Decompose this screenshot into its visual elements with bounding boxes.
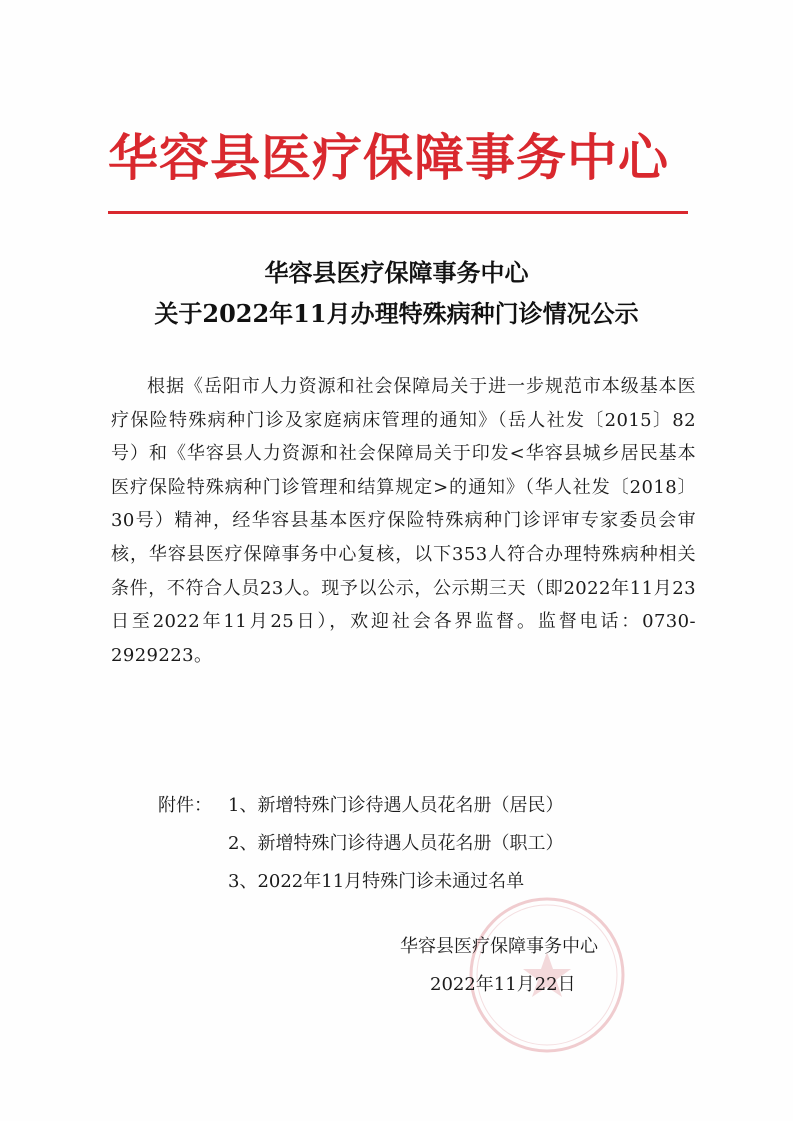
title-line-1: 华容县医疗保障事务中心 bbox=[264, 258, 529, 287]
attachment-item-label: 1、新增特殊门诊待遇人员花名册（居民） bbox=[228, 795, 564, 816]
attachments-list bbox=[158, 787, 678, 901]
notice-body-paragraph: 根据《岳阳市人力资源和社会保障局关于进一步规范市本级基本医疗保险特殊病种门诊及家庭病床管理的通知》（岳人社发〔2015〕82号）和《华容县人力资源和社会保障局关于印发<华容县城乡居民基本医疗保险特殊病种门诊管理和结算规定>的通知》（华人社发〔2018〕30号）精神，经华容县基本医疗保险特殊病种门诊评审专家委员会审核，华容县医疗保障事务中心复核，以下353人符合办理特殊病种相关条件，不符合人员23人。现予以公示，公示期三天（即2022年11月23日至2022年11月25日），欢迎社会各界监督。监督电话：0730-2929223。 bbox=[111, 376, 696, 666]
letterhead-org-name: 华容县医疗保障事务中心 bbox=[108, 128, 669, 187]
signature-org: 华容县医疗保障事务中心 bbox=[400, 936, 598, 957]
signature-date: 2022年11月22日 bbox=[430, 974, 576, 995]
document-title bbox=[60, 252, 733, 334]
letterhead-red-rule bbox=[108, 211, 688, 214]
attachment-item-label: 2、新增特殊门诊待遇人员花名册（职工） bbox=[228, 833, 564, 854]
signature-block bbox=[380, 928, 660, 1004]
attachment-item bbox=[158, 825, 678, 863]
attachment-item bbox=[158, 787, 678, 825]
attachment-item-label: 3、2022年11月特殊门诊未通过名单 bbox=[228, 871, 525, 892]
title-line-2: 关于2022年11月办理特殊病种门诊情况公示 bbox=[154, 299, 639, 328]
attachments-lead: 附件： bbox=[158, 795, 212, 816]
